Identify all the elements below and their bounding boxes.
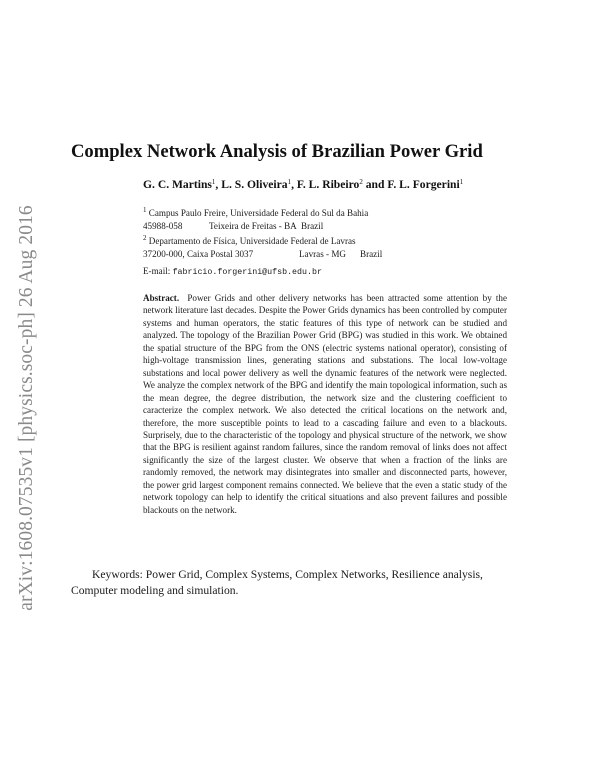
author-affiliation-mark: 2 [359, 178, 363, 186]
paper-title: Complex Network Analysis of Brazilian Power Grid [71, 141, 483, 162]
affiliation-city: Teixeira de Freitas - BA [209, 221, 297, 232]
affiliation-institution: Departamento de Física, Universidade Federal de Lavras [148, 236, 356, 246]
affiliation-country: Brazil [301, 221, 324, 232]
keywords-text: Power Grid, Complex Systems, Complex Networks, Resilience analysis, Computer modeling and simulation. [71, 568, 483, 597]
author-separator: , [291, 178, 297, 191]
affiliation-1 [143, 207, 368, 234]
affiliation-country: Brazil [360, 249, 383, 260]
abstract-heading: Abstract. [143, 293, 180, 303]
keywords [71, 567, 521, 598]
affiliation-mark: 2 [143, 234, 147, 242]
author-name: L. S. Oliveira [221, 178, 288, 191]
affiliation-institution: Campus Paulo Freire, Universidade Federal do Sul da Bahia [148, 208, 369, 218]
author-name: F. L. Ribeiro [296, 178, 360, 191]
email-address[interactable]: fabricio.forgerini@ufsb.edu.br [172, 268, 322, 277]
author-affiliation-mark: 1 [211, 178, 216, 186]
author-list [143, 177, 478, 193]
affiliation-postal: 37200-000, Caixa Postal 3037 [143, 249, 254, 260]
author-name: F. L. Forgerini [387, 178, 460, 191]
author-affiliation-mark: 1 [459, 178, 464, 186]
abstract [143, 292, 507, 516]
author-affiliation-mark: 1 [287, 178, 292, 186]
author-name: G. C. Martins [143, 178, 212, 191]
affiliation-postal: 45988-058 [143, 221, 183, 232]
arxiv-identifier-stamp: arXiv:1608.07535v1 [physics.soc-ph] 26 Aug 2016 [16, 205, 37, 611]
abstract-body: Power Grids and other delivery networks has been attracted some attention by the network literature last decades. Despite the Power Grids dynamics has been controlled by computer systems and human operators, the static features of this type of network can be studied and analyzed. The topology of the Brazilian Power Grid (BPG) was studied in this work. We obtained the spatial structure of the BPG from the ONS (electric systems national operator), consisting of high-voltage transmission lines, generating stations and substations. The local low-voltage substations and local power delivery as well the dynamic features of the network were neglected. We analyze the complex network of the BPG and identify the main topological information, such as the mean degree, the degree distribution, the network size and the clustering coefficient to caracterize the complex network. We also detected the critical locations on the network and, therefore, the more susceptible points to lead to a cascading failure and even to a blackouts. Surprisely, due to the characteristic of the topology and physical structure of the network, we show that the BPG is resilient against random failures, since the random removal of links does not affect significantly the size of the largest cluster. We observe that when a fraction of the links are randomly removed, the network may disintegrates into smaller and disconnected parts, however, the power grid largest component remains connected. We believe that the even a static study of the network topology can help to identify the critical situations and also prevent failures and possible blackouts on the network. [143, 293, 508, 515]
affiliation-mark: 1 [143, 206, 147, 214]
author-separator: , [215, 178, 222, 191]
email-label: E-mail: [143, 266, 171, 276]
affiliation-city: Lavras - MG [299, 249, 346, 260]
contact-email [143, 265, 322, 279]
author-separator: and [362, 178, 388, 191]
affiliation-2 [143, 234, 383, 262]
keywords-label: Keywords: [92, 568, 143, 581]
